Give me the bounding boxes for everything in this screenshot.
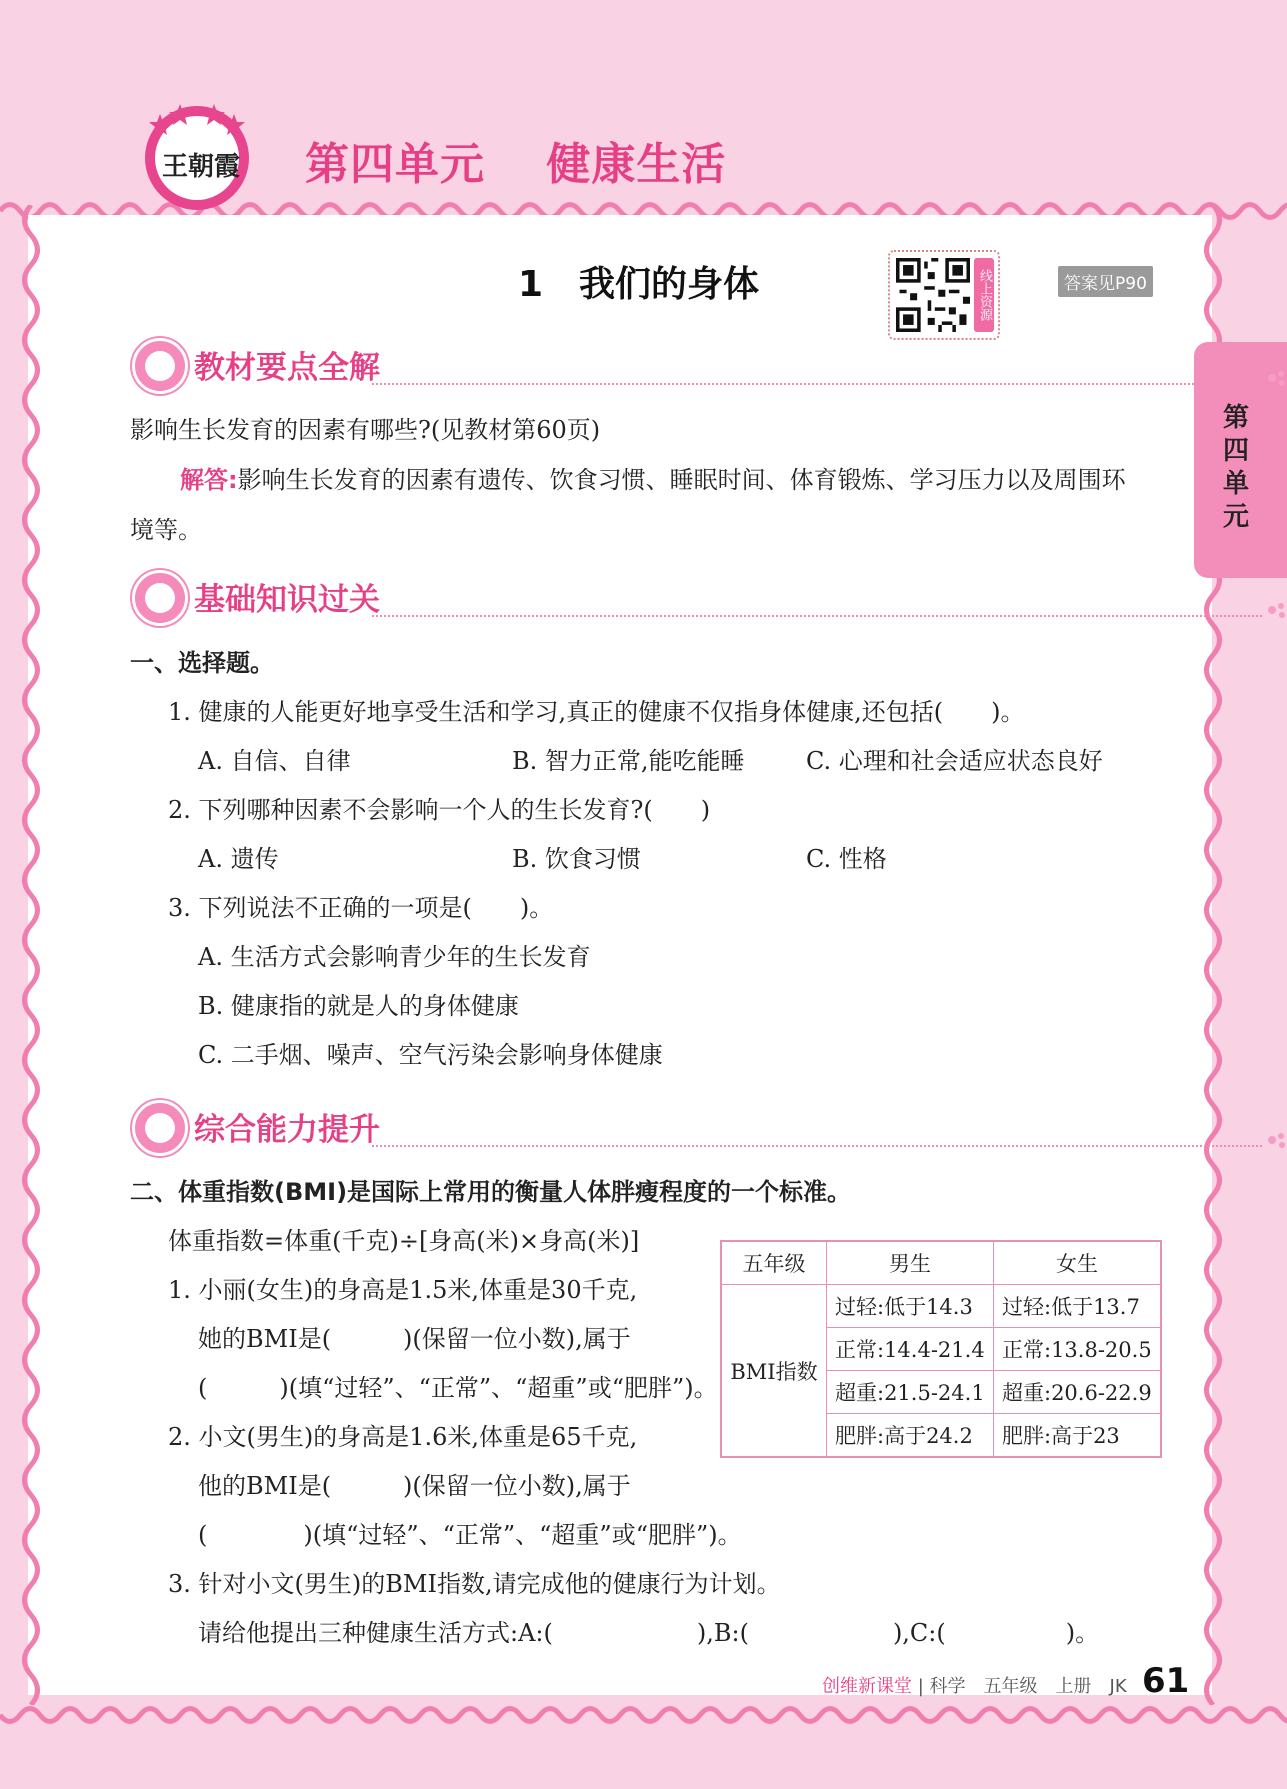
table-cell: 正常:13.8-20.5 [994,1328,1162,1371]
answer-text-line1: 影响生长发育的因素有遗传、饮食习惯、睡眠时间、体育锻炼、学习压力以及周围环 [237,466,1126,494]
part-one-title: 一、选择题。 [130,649,274,677]
q1-option-c[interactable]: C. 心理和社会适应状态良好 [806,747,1103,775]
table-cell: 过轻:低于13.7 [994,1285,1162,1328]
header-grade: 五年级 [721,1241,827,1285]
part-two-title: 二、体重指数(BMI)是国际上常用的衡量人体胖瘦程度的一个标准。 [130,1178,852,1206]
question-3: 3. 下列说法不正确的一项是( )。 [168,894,554,922]
table-row [721,1285,1161,1328]
q2-line1: 2. 小文(男生)的身高是1.6米,体重是65千克, [168,1423,638,1451]
page-number: 61 [1142,1661,1190,1701]
qr-code-icon [896,258,970,332]
q2-option-b[interactable]: B. 饮食习惯 [512,845,641,873]
dots-decoration-icon [1267,1130,1287,1150]
section-divider [372,1145,1262,1147]
answer-label [180,460,1126,495]
q1-line2: 她的BMI是( )(保留一位小数),属于 [198,1325,631,1353]
mascot-icon [132,1100,188,1156]
dots-decoration-icon [1267,368,1287,388]
bmi-formula: 体重指数=体重(千克)÷[身高(米)×身高(米)] [168,1227,640,1255]
answer-label-text: 解答: [180,466,238,494]
q1-line1: 1. 小丽(女生)的身高是1.5米,体重是30千克, [168,1276,638,1304]
q2-option-c[interactable]: C. 性格 [806,845,887,873]
q3-line1: 3. 针对小文(男生)的BMI指数,请完成他的健康行为计划。 [168,1570,781,1598]
q1-option-b[interactable]: B. 智力正常,能吃能睡 [512,747,745,775]
q2-line3: ( )(填“过轻”、“正常”、“超重”或“肥胖”)。 [198,1521,742,1549]
header-boy: 男生 [827,1241,994,1285]
table-cell: 肥胖:高于23 [994,1414,1162,1458]
section-divider [372,383,1262,385]
section-title: 教材要点全解 [194,350,380,386]
question-1: 1. 健康的人能更好地享受生活和学习,真正的健康不仅指身体健康,还包括( )。 [168,698,1025,726]
table-cell: 过轻:低于14.3 [827,1285,994,1328]
header-girl: 女生 [994,1241,1162,1285]
side-tab-label: 第四单元 [1222,403,1249,532]
page-footer: 创维新课堂 | 科学 五年级 上册 JK [822,1676,1127,1697]
section-divider [372,615,1262,617]
table-cell: 超重:20.6-22.9 [994,1371,1162,1414]
left-wave-border [18,205,44,1705]
q3-line2: 请给他提出三种健康生活方式:A:( ),B:( ),C:( )。 [198,1619,1100,1647]
table-cell: 正常:14.4-21.4 [827,1328,994,1371]
answer-text-line2: 境等。 [130,516,202,544]
section-title: 基础知识过关 [194,582,380,618]
mascot-icon [132,338,188,394]
table-cell: 肥胖:高于24.2 [827,1414,994,1458]
lesson-title: 1 我们的身体 [518,264,760,305]
q2-line2: 他的BMI是( )(保留一位小数),属于 [198,1472,631,1500]
q3-option-c[interactable]: C. 二手烟、噪声、空气污染会影响身体健康 [198,1041,663,1069]
unit-title: 第四单元 健康生活 [305,139,727,190]
online-resource-tag: 线上资源 [974,258,994,332]
footer-brand: 创维新课堂 [822,1676,912,1697]
dots-decoration-icon [1267,600,1287,620]
q1-option-a[interactable]: A. 自信、自律 [198,747,351,775]
row-label-bmi: BMI指数 [721,1285,827,1458]
q3-option-b[interactable]: B. 健康指的就是人的身体健康 [198,992,519,1020]
table-header-row [721,1241,1161,1285]
q1-line3: ( )(填“过轻”、“正常”、“超重”或“肥胖”)。 [198,1374,718,1402]
qr-code-resource[interactable] [888,250,1000,340]
bottom-wave-border [0,1702,1287,1728]
table-cell: 超重:21.5-24.1 [827,1371,994,1414]
q2-option-a[interactable]: A. 遗传 [198,845,279,873]
q3-option-a[interactable]: A. 生活方式会影响青少年的生长发育 [198,943,591,971]
logo-text: 王朝霞 [162,152,241,182]
answer-reference-badge: 答案见P90 [1058,266,1153,297]
question-2: 2. 下列哪种因素不会影响一个人的生长发育?( ) [168,796,711,824]
brand-logo [138,96,256,214]
footer-info: 科学 五年级 上册 JK [929,1676,1127,1697]
bmi-table [720,1240,1162,1458]
section-title: 综合能力提升 [194,1112,380,1148]
key-point-question: 影响生长发育的因素有哪些?(见教材第60页) [130,416,601,444]
mascot-icon [132,570,188,626]
